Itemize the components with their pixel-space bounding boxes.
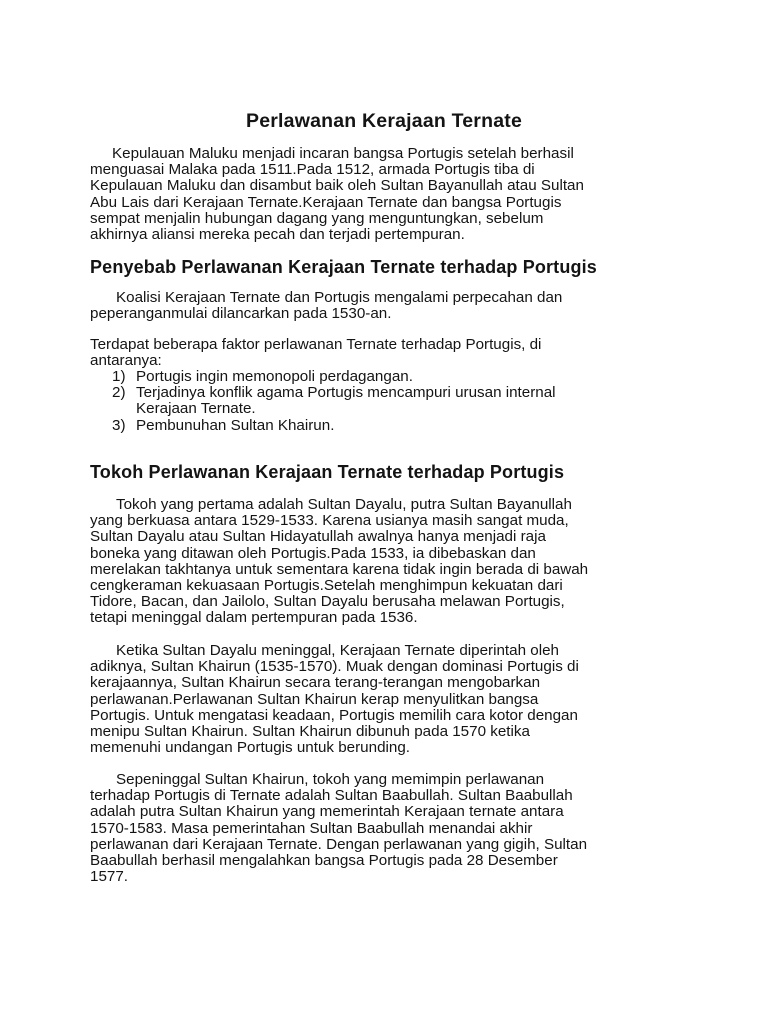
text-line: Terdapat beberapa faktor perlawanan Ternate terhadap Portugis, di <box>90 336 542 353</box>
text-line: Portugis. Untuk mengatasi keadaan, Portugis memilih cara kotor dengan <box>90 706 578 724</box>
text-line: Kerajaan Ternate. <box>136 400 256 418</box>
text-line: memenuhi undangan Portugis untuk berunding. <box>90 739 411 757</box>
section-heading-penyebab: Penyebab Perlawanan Kerajaan Ternate terhadap Portugis <box>90 257 597 277</box>
tokoh-paragraph-3 <box>90 772 690 885</box>
text-line: adalah putra Sultan Khairun yang memerintah Kerajaan ternate antara <box>90 803 564 821</box>
penyebab-paragraph-1 <box>90 290 690 322</box>
text-line: terhadap Portugis di Ternate adalah Sultan Baabullah. Sultan Baabullah <box>90 787 573 805</box>
text-line: adiknya, Sultan Khairun (1535-1570). Muak dengan dominasi Portugis di <box>90 658 579 676</box>
text-line: Baabullah berhasil mengalahkan bangsa Portugis pada 28 Desember <box>90 852 558 870</box>
factor-list <box>112 369 672 434</box>
list-item <box>112 385 672 417</box>
text-line: perlawanan.Perlawanan Sultan Khairun kerap menyulitkan bangsa <box>90 690 539 708</box>
section-heading-tokoh: Tokoh Perlawanan Kerajaan Ternate terhadap Portugis <box>90 462 565 482</box>
text-line: sempat menjalin hubungan dagang yang menguntungkan, sebelum <box>90 209 544 227</box>
text-line: 1577. <box>90 868 129 886</box>
text-line: yang berkuasa antara 1529-1533. Karena usianya masih sangat muda, <box>90 512 569 530</box>
text-line: boneka yang ditawan oleh Portugis.Pada 1533, ia dibebaskan dan <box>90 544 536 562</box>
text-line: tetapi meninggal dalam pertempuran pada 1536. <box>90 609 418 627</box>
text-line: Kepulauan Maluku menjadi incaran bangsa Portugis setelah berhasil <box>112 145 574 162</box>
text-line: Tokoh yang pertama adalah Sultan Dayalu, putra Sultan Bayanullah <box>116 496 572 513</box>
list-number: 3) <box>112 416 126 434</box>
list-item <box>112 369 672 385</box>
text-line: akhirnya aliansi mereka pecah dan terjadi pertempuran. <box>90 226 465 244</box>
text-line: cengkeraman kekuasaan Portugis.Setelah menghimpun kekuatan dari <box>90 577 563 595</box>
text-line: Sepeninggal Sultan Khairun, tokoh yang memimpin perlawanan <box>116 771 545 788</box>
text-line: kerajaannya, Sultan Khairun secara terang-terangan mengobarkan <box>90 674 541 692</box>
text-line: Portugis ingin memonopoli perdagangan. <box>136 368 413 385</box>
text-line: menipu Sultan Khairun. Sultan Khairun dibunuh pada 1570 ketika <box>90 723 530 741</box>
tokoh-paragraph-1 <box>90 497 690 627</box>
intro-paragraph <box>90 146 690 243</box>
text-line: antaranya: <box>90 352 162 370</box>
list-number: 1) <box>112 368 126 385</box>
document-title: Perlawanan Kerajaan Ternate <box>246 110 522 132</box>
text-line: menguasai Malaka pada 1511.Pada 1512, armada Portugis tiba di <box>90 161 535 179</box>
list-item <box>112 418 672 434</box>
text-line: perlawanan dari Kerajaan Ternate. Dengan perlawanan yang gigih, Sultan <box>90 835 588 853</box>
text-line: Tidore, Bacan, dan Jailolo, Sultan Dayalu berusaha melawan Portugis, <box>90 593 565 611</box>
tokoh-paragraph-2 <box>90 643 690 756</box>
text-line: 1570-1583. Masa pemerintahan Sultan Baabullah menandai akhir <box>90 819 533 837</box>
text-line: peperanganmulai dilancarkan pada 1530-an. <box>90 305 392 323</box>
text-line: Pembunuhan Sultan Khairun. <box>136 416 335 434</box>
list-number: 2) <box>112 384 126 402</box>
text-line: Kepulauan Maluku dan disambut baik oleh Sultan Bayanullah atau Sultan <box>90 177 584 195</box>
penyebab-paragraph-2 <box>90 337 690 369</box>
text-line: Sultan Dayalu atau Sultan Hidayatullah awalnya hanya menjadi raja <box>90 528 546 546</box>
text-line: Koalisi Kerajaan Ternate dan Portugis mengalami perpecahan dan <box>116 289 563 306</box>
text-line: Ketika Sultan Dayalu meninggal, Kerajaan Ternate diperintah oleh <box>116 642 559 659</box>
text-line: Terjadinya konflik agama Portugis mencampuri urusan internal <box>136 384 556 402</box>
text-line: Abu Lais dari Kerajaan Ternate.Kerajaan Ternate dan bangsa Portugis <box>90 193 562 211</box>
text-line: merelakan takhtanya untuk sementara karena tidak ingin berada di bawah <box>90 560 589 578</box>
